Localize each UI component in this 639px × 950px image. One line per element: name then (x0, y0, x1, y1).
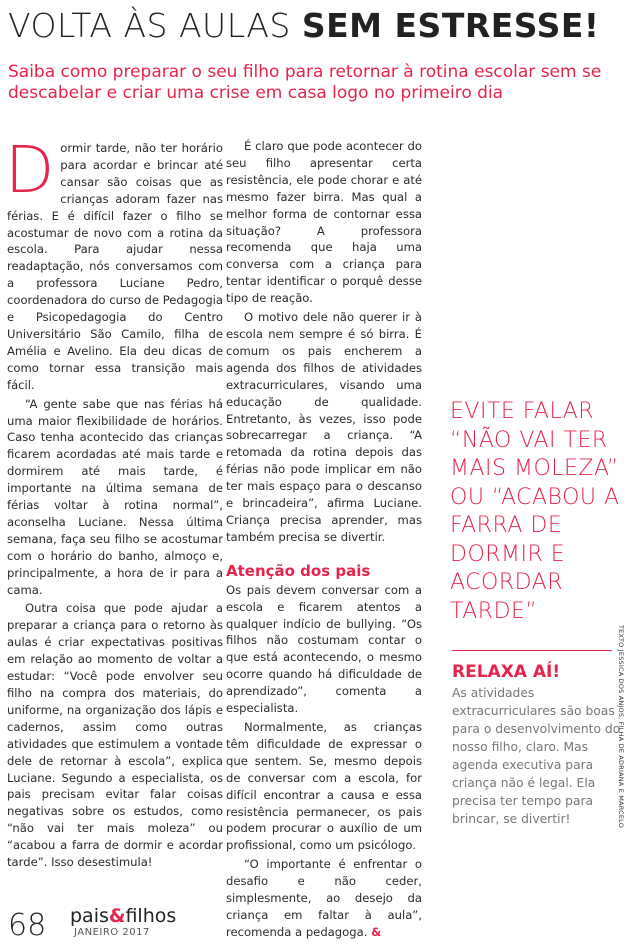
article-column-1 (5, 134, 224, 873)
paragraph: O motivo dele não querer ir à escola nem sempre é só birra. É comum os pais encherem a agenda dos filhos de atividades extracurriculares, visando uma educação de qualidade. Entretanto, às vezes, isso pode sobrecarregar a criança. “A retomada da rotina depois das férias não pode implicar em não ter mais espaço para o descanso e brincadeira”, afirma Luciane. Criança precisa aprender, mas também precisa se divertir. (226, 310, 422, 544)
sidebar-heading: RELAXA AÍ! (452, 662, 561, 682)
sidebar-text: As atividades extracurriculares são boas para o desenvolvimento do nosso filho, claro. Mas agenda executiva para criança não é legal. Ela precisa ter tempo para brincar, se divertir! (452, 686, 621, 826)
paragraph: Dormir tarde, não ter horário para acordar e brincar até cansar são coisas que as crianças adoram fazer nas férias. E é difícil fazer o filho se acostumar de novo com a rotina da escola. Para ajudar nessa readaptação, nós conversamos com a professora Luciane Pedro, coordenadora do curso de Pedagogia e Psicopedagogia do Centro Universitário São Camilo, filha de Amélia e Avelino. Ela deu dicas de como tornar essa transição mais fácil. (5, 134, 224, 392)
issue-date: JANEIRO 2017 (74, 927, 150, 938)
title-light: VOLTA ÀS AULAS (8, 6, 302, 45)
page-number: 68 (8, 908, 47, 943)
end-mark: & (371, 924, 382, 939)
dropcap: D (5, 134, 55, 208)
paragraph: Outra coisa que pode ajudar a preparar a criança para o retorno às aulas é criar expectativas positivas em relação ao momento de voltar a estudar: “Você pode envolver seu filho na compra dos materiais, do uniforme, na organização dos lápis e cadernos, assim como outras atividades que estimulem a vontade dele de retornar à escola”, explica Luciane. Segundo a especialista, os pais precisam evitar falar coisas negativas sobre os estudos, como “não vai ter mais moleza” ou “acabou a farra de dormir e acordar tarde”. Isso desestimula! (7, 601, 223, 870)
paragraph: “A gente sabe que nas férias há uma maior flexibilidade de horários. Caso tenha acontecido das crianças ficarem acordadas até mais tarde e dormirem até mais tarde, é importante na última semana de férias voltar à rotina normal”, aconselha Luciane. Nessa última semana, faça seu filho se acostumar com o horário do banho, almoço e, principalmente, a hora de ir para a cama. (7, 396, 223, 597)
paragraph: Os pais devem conversar com a escola e ficarem atentos a qualquer indício de bullying. “Os filhos não costumam contar o que está acontecendo, o mesmo ocorre quando há dificuldade de aprendizado”, comenta a especialista. (226, 582, 422, 716)
article-column-2 (226, 138, 422, 943)
magazine-logo: pais&filhos (70, 905, 177, 927)
author-credit: TEXTO JESSICA DOS ANJOS, FILHA DE ADRIANA E MARCELO (617, 625, 625, 829)
paragraph: Normalmente, as crianças têm dificuldade de expressar o que sentem. Se, mesmo depois de conversar com a escola, for difícil encontrar a causa e essa resistência permanecer, os pais podem procurar o auxílio de um profissional, como um psicólogo. (226, 720, 422, 853)
title-bold: SEM ESTRESSE! (301, 6, 600, 45)
sidebar-divider (452, 650, 612, 651)
page-title (8, 6, 599, 45)
sidebar-box (452, 662, 627, 828)
paragraph: É claro que pode acontecer do seu filho apresentar certa resistência, ele pode chorar e até mesmo fazer birra. Mas qual a melhor forma de contornar essa situação? A professora recomenda que haja uma conversa com a criança para tentar identificar o porquê desse tipo de reação. (226, 139, 422, 306)
subtitle: Saiba como preparar o seu filho para retornar à rotina escolar sem se descabelar e criar uma crise em casa logo no primeiro dia (8, 62, 602, 103)
paragraph: “O importante é enfrentar o desafio e não ceder, simplesmente, ao desejo da criança em faltar à aula”, recomenda a pedagoga. & (226, 857, 422, 939)
section-heading: Atenção dos pais (226, 561, 371, 580)
pull-quote: EVITE FALAR “NÃO VAI TER MAIS MOLEZA” OU “ACABOU A FARRA DE DORMIR E ACORDAR TARDE” (450, 399, 620, 624)
